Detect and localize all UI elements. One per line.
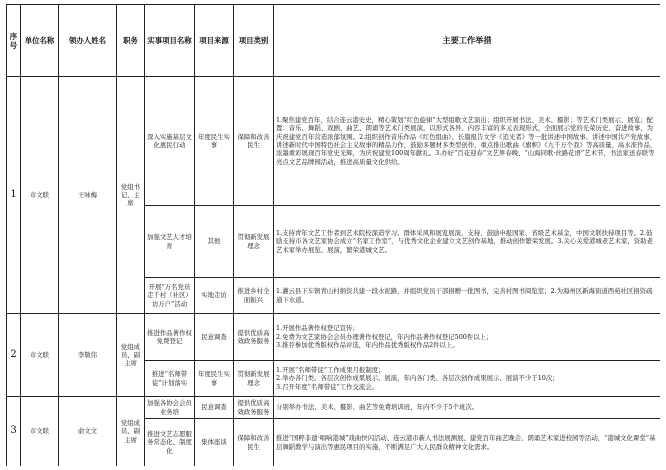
leader-cell: 俞文文: [59, 397, 117, 467]
source-cell: 年度民生实事: [195, 77, 234, 206]
measures-cell: 1.支持青年文艺工作者到艺术院校深造学习、群体采风和展览展演，支持、鼓励申报国家、省级艺术基金，中国文联扶持项目等。2.鼓励支持市各文艺家协会成立“名家工作室”，与优秀文化企业建立文艺创作基地，推动创作繁荣发展。3.关心关爱港城老艺术家，资助老艺术家举办展览、展演，繁荣港城文艺。: [274, 206, 661, 278]
header-seq: 序号: [7, 5, 21, 77]
source-cell: 其他: [195, 206, 234, 278]
unit-cell: 市文联: [21, 314, 59, 397]
type-cell: 提供优质高效政务服务: [234, 397, 274, 419]
item-cell: 推进文艺志愿服务常态化、制度化: [145, 419, 195, 467]
table-row: [7, 314, 661, 361]
role-cell: 党组成员、副主席: [117, 397, 145, 467]
leader-cell: 李敬伟: [59, 314, 117, 397]
source-cell: 集体座谈: [195, 419, 234, 467]
unit-cell: 市文联: [21, 397, 59, 467]
header-measures: 主要工作举措: [274, 5, 661, 77]
measures-cell: 1.开展“名师带徒”工作成果月报制度； 2.举办各门类、各层次创作成果展示、展演，年内各门类、各层次创作成果展示、展演不少于10次； 3.召开年度“名师带徒”工作交流会。: [274, 361, 661, 397]
item-cell: 加强文艺人才培育: [145, 206, 195, 278]
item-cell: 推进作品著作权免费登记: [145, 314, 195, 361]
type-cell: 保障和改善民生: [234, 77, 274, 206]
source-cell: 民意调查: [195, 397, 234, 419]
item-cell: 深入实施基层文化惠民行动: [145, 77, 195, 206]
measures-cell: 分别举办书法、美术、摄影、曲艺等免费培训班，年内不少于5个班次。: [274, 397, 661, 419]
header-source: 项目来源: [195, 5, 234, 77]
table-row: [7, 397, 661, 419]
leader-cell: 王咏梅: [59, 77, 117, 314]
header-row: [7, 5, 661, 77]
unit-cell: 市文联: [21, 77, 59, 314]
type-cell: 提供优质高效政务服务: [234, 314, 274, 361]
item-cell: 加强各协会会员业务培: [145, 397, 195, 419]
header-role: 职务: [117, 5, 145, 77]
header-leader: 领办人姓名: [59, 5, 117, 77]
source-cell: 实地走访: [195, 278, 234, 314]
item-cell: 开展“万名党员走千村（社区）访万户”活动: [145, 278, 195, 314]
spreadsheet: [6, 4, 660, 466]
type-cell: 推进乡村全面振兴: [234, 278, 274, 314]
measures-cell: 1.灌云县下车镇青山村捐资共建一段水泥路，并组织党员干部捐赠一批图书，完善村图书阅览室；2.为海州区新海街道西苑社区捐资疏通下水道。: [274, 278, 661, 314]
source-cell: 民意调查: [195, 314, 234, 361]
measures-cell: 1.开展作品著作权登记宣传； 2.免费为文艺家协会会员办理著作权登记，年内作品著作权登记500件以上； 3.推荐参加优秀版权作品评选，年内作品优秀版权作品2件以上。: [274, 314, 661, 361]
type-cell: 贯彻新发展理念: [234, 206, 274, 278]
seq-cell: 1: [7, 77, 21, 314]
seq-cell: 3: [7, 397, 21, 467]
header-unit: 单位名称: [21, 5, 59, 77]
measures-cell: 1.聚焦建党百年，结合连云港史史，精心策划“红色旋律”大型组歌文艺演出；组织开展书法、美术、摄影；等艺术门类展示、展览；配置：音乐、舞蹈、戏剧、曲艺、朗诵等艺术门类展演，以形式各异、内容丰富的多元表现形式，全面展示党的光荣历史、奋进故事，为庆祝建党百年营造浓郁氛围。2.组织创作音乐作品《红色组曲》、长篇报告文学《追光者》等一批讲述中国故事、讲述中国共产党故事、讲述新时代中国特色社会主义故事的精品力作，鼓励多题材多类型创作，重点推出歌曲《旗帜》《九千万个我》等高质量、高水准作品，浓墨重彩展现百年党史光辉，为庆祝建党100周年献礼。3.办好“百花迎春”文艺界春晚、“山海同歌·丝路花语”艺术节，书法家送春联等亮点文艺品牌园活动，推进高质量文化供给。: [274, 77, 661, 206]
type-cell: 贯彻新发展理念: [234, 361, 274, 397]
table-row: [7, 77, 661, 206]
work-plan-table: [6, 4, 660, 466]
header-item: 实事项目名称: [145, 5, 195, 77]
header-type: 项目类别: [234, 5, 274, 77]
item-cell: 推进“名师带徒”计划落实: [145, 361, 195, 397]
measures-cell: 推进“国粹非遗·唱响港城”戏曲快闪活动、连云港市新人书法展测展、建党百年曲艺晚会、朗诵艺术家进校园等活动，“港城文化课堂”基层舞蹈教学与演出等惠民项目的实施，不断满足广大人民群众精神文化需求。: [274, 419, 661, 467]
source-cell: 年度民生实事: [195, 361, 234, 397]
type-cell: 保障和改善民生: [234, 419, 274, 467]
role-cell: 党组成员、副主席: [117, 314, 145, 397]
seq-cell: 2: [7, 314, 21, 397]
role-cell: 党组书记、主席: [117, 77, 145, 314]
